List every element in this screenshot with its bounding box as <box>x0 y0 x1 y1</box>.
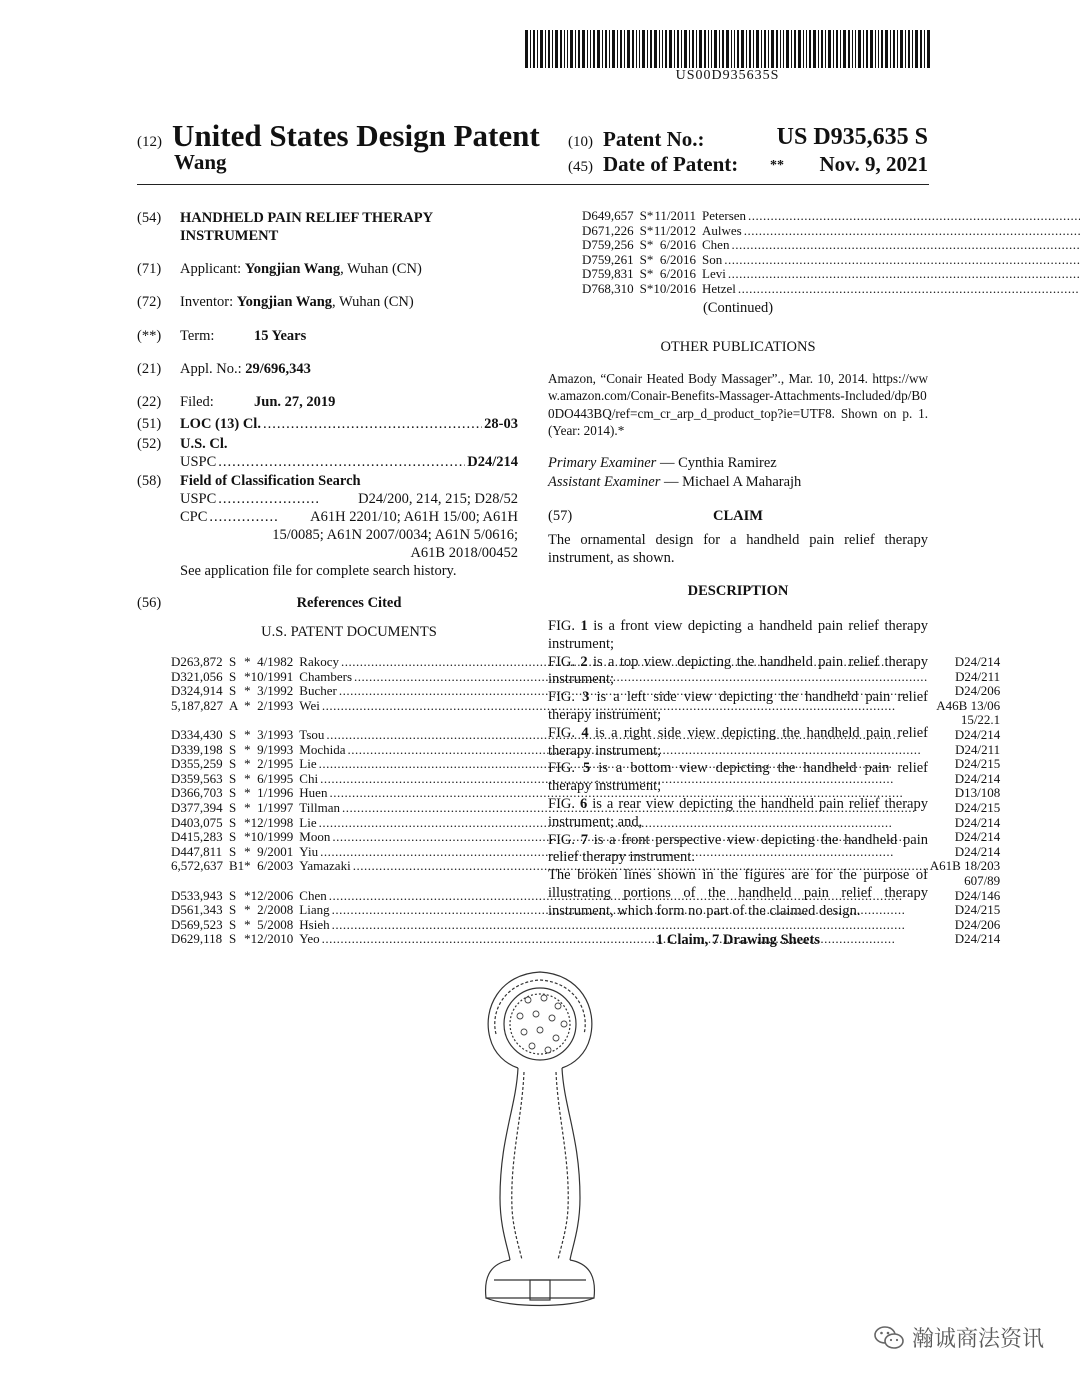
ref-cited-star: * <box>244 785 251 801</box>
ref-date: 6/2016 <box>659 237 696 253</box>
wechat-icon <box>874 1325 904 1351</box>
figure-description <box>548 689 928 725</box>
ref-name: Chi <box>299 770 319 786</box>
fig-text: is a left side view depicting the handheld pain relief therapy instrument; <box>548 689 928 723</box>
ref-date: 3/1993 <box>257 726 294 742</box>
ref-patent-number: D768,310 <box>582 280 634 296</box>
ref-class: D24/215 <box>954 756 1001 772</box>
ref-kind: S <box>229 916 237 932</box>
ref-name: Son <box>702 251 723 267</box>
ref-patent-number: D377,394 <box>171 799 223 815</box>
ref-patent-number: D649,657 <box>582 208 634 223</box>
ref-name: Bucher <box>299 683 337 699</box>
ref-class: D24/214 <box>954 654 1001 669</box>
leader-dots <box>731 238 1080 253</box>
ref-date: 1/1996 <box>257 785 294 801</box>
ref-patent-number: 5,187,827 <box>171 697 223 713</box>
date-term-star: ** <box>770 158 784 173</box>
base-outline <box>486 1260 595 1298</box>
design-title: HANDHELD PAIN RELIEF THERAPY INSTRUMENT <box>180 210 433 244</box>
assistant-examiner <box>548 474 928 492</box>
ref-name: Petersen <box>702 208 747 223</box>
reference-row <box>582 282 1080 297</box>
field-code: (71) <box>137 261 162 277</box>
field-code: (51) <box>137 416 162 432</box>
leader-dots <box>218 490 318 508</box>
ref-cited-star: * <box>244 726 251 742</box>
fig-prefix: FIG. <box>548 653 581 670</box>
ref-kind: S <box>229 814 237 830</box>
code-10: (10) <box>568 134 593 150</box>
fig-prefix: FIG. <box>548 724 582 741</box>
ref-kind: S <box>229 931 237 947</box>
ref-name: Rakocy <box>299 654 340 669</box>
ref-patent-number: D533,943 <box>171 887 223 903</box>
reference-row <box>582 224 1080 239</box>
ref-class: D24/214 <box>954 726 1001 742</box>
ref-patent-number: D334,430 <box>171 726 223 742</box>
appl-no-value: 29/696,343 <box>245 361 311 377</box>
ref-name-cell <box>702 253 1080 268</box>
references-heading: References Cited <box>296 595 402 611</box>
claim-code: (57) <box>548 508 573 524</box>
ref-kind: S <box>229 654 237 669</box>
primary-examiner-name: — Cynthia Ramirez <box>656 455 777 471</box>
fig-number: 4 <box>581 724 589 741</box>
ref-patent-number: D366,703 <box>171 785 223 801</box>
fig-text: is a front view depicting a handheld pain relief therapy instrument; <box>548 618 928 652</box>
ref-date: 12/1998 <box>250 814 294 830</box>
ref-patent-number: D339,198 <box>171 741 223 757</box>
handle-right-edge <box>562 1068 580 1260</box>
ref-class: D24/214 <box>954 814 1001 830</box>
continued-note: (Continued) <box>702 300 774 316</box>
patent-number: US D935,635 S <box>776 124 928 150</box>
ref-kind: S <box>639 280 647 296</box>
ref-cited-star: * <box>244 668 251 684</box>
figure-description <box>548 725 928 761</box>
leader-dots <box>728 267 1080 282</box>
fig-prefix: FIG. <box>548 618 581 634</box>
ref-date: 9/1993 <box>257 741 294 757</box>
fig-prefix: FIG. <box>548 760 583 777</box>
leader-dots <box>744 224 1080 239</box>
term-label: Term: <box>180 328 215 344</box>
ref-kind: S <box>639 208 647 223</box>
fig-text: is a right side view depicting the handheld pain relief therapy instrument; <box>548 724 928 759</box>
ref-name: Chen <box>299 887 327 903</box>
fig-number: 6 <box>580 795 588 812</box>
fig-number: 2 <box>580 653 588 670</box>
handle-left-edge <box>500 1068 518 1260</box>
ref-class: D24/211 <box>955 741 1001 757</box>
ref-class: D24/214 <box>954 829 1001 845</box>
us-cl-label: U.S. Cl. <box>180 436 228 452</box>
field-code: (21) <box>137 361 162 377</box>
ref-class: D24/146 <box>954 887 1001 903</box>
ref-kind: B1 <box>229 858 245 874</box>
search-uspc-label: USPC <box>180 491 217 507</box>
loc-value: 28-03 <box>484 416 518 432</box>
inventor <box>180 293 518 311</box>
fig-text: is a rear view depicting the handheld pain relief therapy instrument; and, <box>548 795 928 830</box>
figure-description <box>548 796 928 832</box>
ref-class: A61B 18/203 <box>929 858 1001 874</box>
barcode <box>525 30 930 68</box>
assistant-examiner-label: Assistant Examiner <box>548 474 661 490</box>
fig-prefix: FIG. <box>548 795 580 812</box>
ref-patent-number: D403,075 <box>171 814 223 830</box>
leader-dots <box>748 209 1080 224</box>
code-45: (45) <box>568 159 593 175</box>
search-note: See application file for complete search history. <box>180 563 457 579</box>
filed <box>180 393 518 411</box>
search-cpc-label: CPC <box>180 509 208 525</box>
claim-header <box>548 508 928 526</box>
ref-kind: S <box>229 741 237 757</box>
references-table-continued <box>582 209 1080 297</box>
claim-text: The ornamental design for a handheld pain relief therapy instrument, as shown. <box>548 532 928 566</box>
ref-class-continued: 607/89 <box>964 872 1001 888</box>
broken-lines-note: The broken lines shown in the figures are for the purpose of illustrating portions of the handheld pain relief therapy instrument, which form no part of the claimed design. <box>548 867 928 919</box>
ref-name-cell <box>702 238 1080 253</box>
field-code: (**) <box>137 328 162 344</box>
ref-cited-star: * <box>244 814 251 830</box>
us-patent-documents-heading: U.S. PATENT DOCUMENTS <box>261 624 437 640</box>
ref-cited-star: * <box>244 843 251 859</box>
barcode-number: US00D935635S <box>675 68 780 83</box>
ref-date: 2/2008 <box>257 902 294 918</box>
ref-patent-number: D759,256 <box>582 237 634 253</box>
ref-date: 6/1995 <box>257 770 294 786</box>
fig-number: 7 <box>580 831 588 848</box>
fig-number: 1 <box>580 618 588 634</box>
reference-row <box>582 238 1080 253</box>
fig-text: is a front perspective view depicting the handheld pain relief therapy instrument. <box>548 831 928 866</box>
ref-date: 11/2011 <box>654 208 696 223</box>
field-code: (52) <box>137 436 162 452</box>
patent-date-line <box>568 152 928 177</box>
figure-description <box>548 618 928 654</box>
ref-patent-number: D263,872 <box>171 654 223 669</box>
us-class <box>180 435 518 471</box>
code-12: (12) <box>137 134 162 150</box>
patent-no-label: Patent No.: <box>603 127 705 151</box>
filed-date: Jun. 27, 2019 <box>254 394 336 410</box>
ref-patent-number: D629,118 <box>171 931 223 947</box>
figure-description <box>548 832 928 868</box>
ref-kind: A <box>229 697 239 713</box>
ref-kind: S <box>639 251 647 267</box>
ref-kind: S <box>229 843 237 859</box>
ref-cited-star: * <box>244 741 251 757</box>
ref-patent-number: D415,283 <box>171 829 223 845</box>
ref-name: Chen <box>702 237 730 253</box>
patent-type-title: United States Design Patent <box>172 118 540 153</box>
ref-date: 9/2001 <box>257 843 294 859</box>
ref-cited-star: * <box>646 266 654 282</box>
search-cpc-line1: A61H 2201/10; A61H 15/00; A61H <box>310 509 518 525</box>
ref-patent-number: 6,572,637 <box>171 858 223 874</box>
patent-date: Nov. 9, 2021 <box>819 152 928 176</box>
uspc-label: USPC <box>180 454 217 470</box>
ref-patent-number: D759,831 <box>582 266 634 282</box>
field-code: (54) <box>137 210 162 226</box>
term <box>180 327 518 345</box>
field-code: (22) <box>137 394 162 410</box>
ref-name: Huen <box>299 785 328 801</box>
ref-patent-number: D447,811 <box>171 843 223 859</box>
ref-date: 12/2010 <box>250 931 294 947</box>
ref-kind: S <box>229 799 237 815</box>
ref-class: D24/215 <box>954 902 1001 918</box>
applicant <box>180 260 518 278</box>
ref-date: 4/1982 <box>257 654 294 669</box>
loc-class <box>180 415 518 433</box>
search-cpc-line3: A61B 2018/00452 <box>410 545 518 561</box>
ref-patent-number: D569,523 <box>171 916 223 932</box>
ref-cited-star: * <box>244 902 251 918</box>
reference-row <box>582 267 1080 282</box>
ref-name: Wei <box>299 697 320 713</box>
ref-patent-number: D671,226 <box>582 222 634 238</box>
fig-prefix: FIG. <box>548 689 583 706</box>
inventor-surname: Wang <box>174 150 227 174</box>
ref-cited-star: * <box>244 799 251 815</box>
field-code: (56) <box>137 595 162 611</box>
ref-cited-star: * <box>646 237 654 253</box>
ref-cited-star: * <box>646 251 654 267</box>
ref-cited-star: * <box>244 770 251 786</box>
ref-cited-star: * <box>244 916 251 932</box>
ref-date: 10/1999 <box>250 829 294 845</box>
ref-class: D24/214 <box>954 770 1001 786</box>
ref-kind: S <box>639 237 647 253</box>
ref-class: D24/215 <box>954 799 1001 815</box>
ref-name: Chambers <box>299 668 353 684</box>
search-cpc-line2: 15/0085; A61N 2007/0034; A61N 5/0616; <box>272 527 518 543</box>
ref-kind: S <box>229 726 237 742</box>
ref-cited-star: * <box>244 683 251 699</box>
base-port <box>530 1280 550 1300</box>
claim-heading: CLAIM <box>713 508 763 524</box>
ref-class: A46B 13/06 <box>936 697 1001 713</box>
uspc-value: D24/214 <box>467 454 518 470</box>
ref-class: D24/214 <box>954 931 1001 947</box>
ref-kind: S <box>229 770 237 786</box>
ref-patent-number: D561,343 <box>171 902 223 918</box>
ref-name-cell <box>702 209 1080 224</box>
ref-date: 2/1995 <box>257 756 294 772</box>
header-rule <box>137 184 929 185</box>
ref-kind: S <box>229 887 237 903</box>
ref-kind: S <box>639 266 647 282</box>
figure-description <box>548 654 928 690</box>
ref-date: 2/1993 <box>257 697 294 713</box>
ref-cited-star: * <box>244 931 251 947</box>
loc-label: LOC (13) Cl. <box>180 416 261 432</box>
ref-kind: S <box>229 785 237 801</box>
appl-no-label: Appl. No.: <box>180 361 242 377</box>
ref-name: Yiu <box>299 843 319 859</box>
ref-kind: S <box>229 902 237 918</box>
ref-cited-star: * <box>646 280 654 296</box>
ref-kind: S <box>229 756 237 772</box>
ref-class-continued: 15/22.1 <box>960 712 1001 728</box>
ref-patent-number: D321,056 <box>171 668 223 684</box>
ref-cited-star: * <box>244 887 251 903</box>
reference-row <box>582 253 1080 268</box>
ref-date: 11/2012 <box>653 222 696 238</box>
ref-date: 3/1992 <box>257 683 294 699</box>
design-drawing-front-view <box>470 968 610 1310</box>
leader-dots <box>738 282 1080 297</box>
applicant-name: Yongjian Wang <box>244 261 341 277</box>
ref-cited-star: * <box>244 829 251 845</box>
ref-name: Aulwes <box>702 222 742 238</box>
ref-kind: S <box>229 683 237 699</box>
fig-prefix: FIG. <box>548 831 581 848</box>
ref-name: Lie <box>299 756 317 772</box>
ref-cited-star: * <box>646 208 654 223</box>
therapy-pad-circle <box>504 988 576 1060</box>
fig-number: 5 <box>583 760 591 777</box>
ref-cited-star: * <box>244 858 251 874</box>
ref-name: Hsieh <box>299 916 330 932</box>
ref-patent-number: D355,259 <box>171 756 223 772</box>
inventor-location: , Wuhan (CN) <box>332 294 414 310</box>
field-code: (58) <box>137 473 162 489</box>
ref-class: D13/108 <box>954 785 1001 801</box>
leader-dots <box>209 508 279 526</box>
ref-date: 12/2006 <box>250 887 294 903</box>
primary-examiner <box>548 455 928 473</box>
ref-patent-number: D759,261 <box>582 251 634 267</box>
search-uspc-value: D24/200, 214, 215; D28/52 <box>358 491 518 507</box>
watermark <box>874 1322 1044 1353</box>
ref-name: Mochida <box>299 741 346 757</box>
other-publications-heading: OTHER PUBLICATIONS <box>660 339 816 355</box>
ref-name: Lie <box>299 814 317 830</box>
ref-date: 6/2003 <box>257 858 294 874</box>
ref-patent-number: D359,563 <box>171 770 223 786</box>
ref-cited-star: * <box>646 222 654 238</box>
ref-name: Moon <box>299 829 331 845</box>
application-number <box>180 360 518 378</box>
search-label: Field of Classification Search <box>180 473 361 489</box>
applicant-label: Applicant: <box>180 261 242 277</box>
leader-dots <box>218 453 465 471</box>
ref-date: 1/1997 <box>257 799 294 815</box>
ref-patent-number: D324,914 <box>171 683 223 699</box>
ref-class: D24/211 <box>955 668 1001 684</box>
watermark-text: 瀚诚商法资讯 <box>911 1327 1044 1352</box>
ref-name: Tillman <box>299 799 340 815</box>
ref-kind: S <box>229 668 237 684</box>
ref-cited-star: * <box>244 697 251 713</box>
ref-class: D24/206 <box>954 683 1001 699</box>
primary-examiner-label: Primary Examiner <box>548 455 657 471</box>
other-publication-entry: Amazon, “Conair Heated Body Massager”., Mar. 10, 2014. https://www.amazon.com/Conair-Benefits-Massager-Attachments-Included/dp/B00DO443BQ/ref=cm_cr_arp_d_product_top?ie=UTF8. Shown on p. 1. (Year: 2014).* <box>548 371 928 439</box>
ref-name-cell <box>702 267 1080 282</box>
ref-name: Liang <box>299 902 330 918</box>
ref-class: D24/214 <box>954 843 1001 859</box>
ref-name: Tsou <box>299 726 325 742</box>
patent-number-line <box>568 124 928 152</box>
ref-name: Yamazaki <box>299 858 351 874</box>
ref-name: Levi <box>702 266 726 282</box>
description-figures <box>548 618 928 921</box>
fig-text: is a bottom view depicting the handheld pain relief therapy instrument; <box>548 760 928 795</box>
ref-date: 10/2016 <box>653 280 696 296</box>
ref-cited-star: * <box>244 756 251 772</box>
ref-class: D24/206 <box>954 916 1001 932</box>
fig-number: 3 <box>582 689 590 706</box>
applicant-location: , Wuhan (CN) <box>340 261 422 277</box>
leader-dots <box>724 253 1080 268</box>
description-heading: DESCRIPTION <box>687 583 789 599</box>
term-value: 15 Years <box>254 328 307 344</box>
ref-name-cell <box>702 224 1080 239</box>
date-label: Date of Patent: <box>603 152 739 176</box>
inventor-label: Inventor: <box>180 294 234 310</box>
leader-dots <box>263 415 482 433</box>
fig-text: is a top view depicting the handheld pain relief therapy instrument; <box>548 653 928 688</box>
classification-search <box>180 472 518 580</box>
reference-row <box>582 209 1080 224</box>
ref-name-cell <box>702 282 1080 297</box>
figure-description <box>548 760 928 796</box>
ref-name: Yeo <box>299 931 320 947</box>
ref-cited-star: * <box>244 654 251 669</box>
assistant-examiner-name: — Michael A Maharajh <box>660 474 802 490</box>
field-code: (72) <box>137 294 162 310</box>
ref-date: 6/2016 <box>659 266 696 282</box>
patent-header-left <box>137 118 567 154</box>
ref-name: Hetzel <box>702 280 736 296</box>
claims-sheets-summary: 1 Claim, 7 Drawing Sheets <box>656 932 820 948</box>
ref-date: 5/2008 <box>257 916 294 932</box>
ref-date: 6/2016 <box>659 251 696 267</box>
inventor-name: Yongjian Wang <box>236 294 333 310</box>
ref-date: 10/1991 <box>250 668 294 684</box>
filed-label: Filed: <box>180 394 214 410</box>
ref-kind: S <box>639 222 647 238</box>
ref-kind: S <box>229 829 237 845</box>
